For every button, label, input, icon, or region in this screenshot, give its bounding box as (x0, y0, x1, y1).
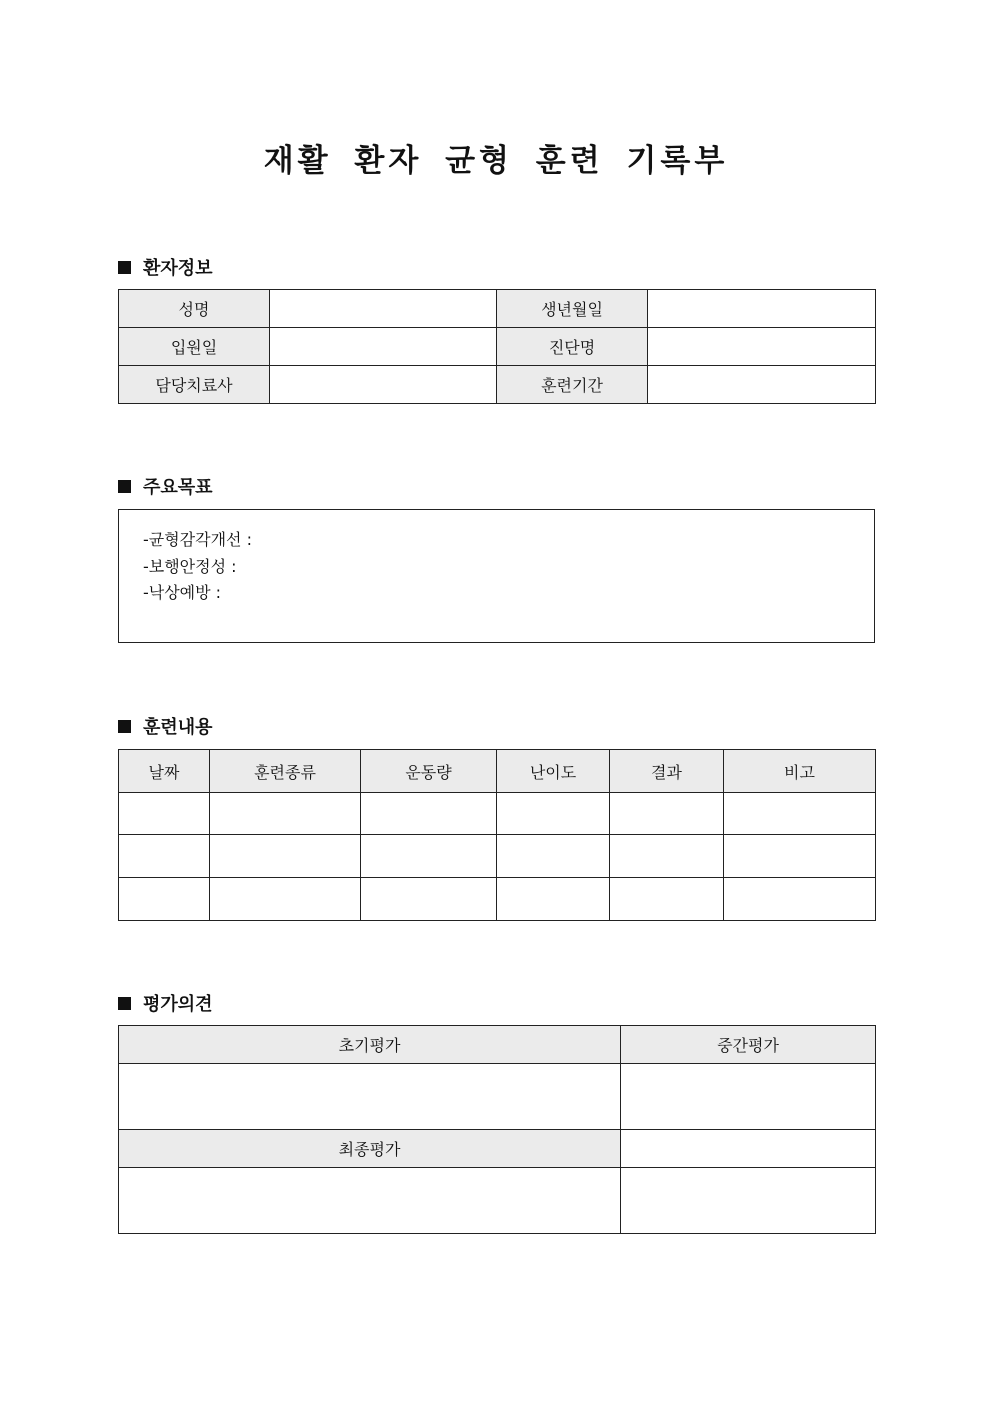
column-header-result: 결과 (610, 750, 724, 793)
table-row (119, 328, 876, 366)
training-table (118, 749, 876, 921)
section-heading-label: 훈련내용 (143, 717, 213, 738)
label-admission-date: 입원일 (119, 328, 270, 366)
table-cell[interactable] (210, 835, 361, 878)
section-heading-label: 환자정보 (143, 258, 213, 279)
table-cell[interactable] (610, 835, 724, 878)
goal-fall-prevention: -낙상예방 : (143, 583, 222, 602)
section-heading-label: 평가의견 (143, 994, 213, 1015)
column-header-notes: 비고 (724, 750, 876, 793)
diagnosis-field[interactable] (648, 328, 876, 366)
table-row (119, 1130, 876, 1168)
table-header-row (119, 1026, 876, 1064)
label-diagnosis: 진단명 (497, 328, 648, 366)
table-cell[interactable] (724, 793, 876, 835)
table-cell[interactable] (210, 878, 361, 921)
therapist-field[interactable] (270, 366, 497, 404)
evaluation-table (118, 1025, 876, 1234)
goals-box[interactable] (118, 509, 875, 643)
column-header-exercise-amount: 운동량 (361, 750, 497, 793)
section-heading-evaluation (118, 990, 213, 1016)
table-row (119, 366, 876, 404)
table-cell[interactable] (361, 793, 497, 835)
square-bullet-icon (118, 720, 131, 733)
section-heading-goals (118, 473, 213, 499)
final-evaluation-field[interactable] (119, 1168, 621, 1234)
table-cell[interactable] (210, 793, 361, 835)
admission-date-field[interactable] (270, 328, 497, 366)
label-initial-evaluation: 초기평가 (119, 1026, 621, 1064)
table-cell[interactable] (119, 835, 210, 878)
goal-balance: -균형감각개선 : (143, 530, 252, 549)
table-cell[interactable] (119, 878, 210, 921)
square-bullet-icon (118, 480, 131, 493)
birthdate-field[interactable] (648, 290, 876, 328)
table-cell[interactable] (361, 835, 497, 878)
label-final-evaluation: 최종평가 (119, 1130, 621, 1168)
table-row (119, 835, 876, 878)
square-bullet-icon (118, 997, 131, 1010)
label-training-period: 훈련기간 (497, 366, 648, 404)
column-header-difficulty: 난이도 (497, 750, 610, 793)
goal-gait-stability: -보행안정성 : (143, 556, 237, 576)
label-name: 성명 (119, 290, 270, 328)
table-row (119, 1064, 876, 1130)
section-heading-label: 주요목표 (143, 477, 213, 498)
section-heading-training (118, 713, 213, 739)
document-title: 재활 환자 균형 훈련 기록부 (263, 143, 729, 179)
name-field[interactable] (270, 290, 497, 328)
table-cell[interactable] (621, 1168, 876, 1234)
table-row (119, 878, 876, 921)
table-cell[interactable] (621, 1130, 876, 1168)
table-row (119, 1168, 876, 1234)
table-cell[interactable] (610, 793, 724, 835)
patient-info-table (118, 289, 876, 404)
label-middle-evaluation: 중간평가 (621, 1026, 876, 1064)
table-row (119, 793, 876, 835)
table-row (119, 290, 876, 328)
table-header-row (119, 750, 876, 793)
table-cell[interactable] (119, 793, 210, 835)
table-cell[interactable] (361, 878, 497, 921)
label-birthdate: 생년월일 (497, 290, 648, 328)
table-cell[interactable] (497, 835, 610, 878)
table-cell[interactable] (724, 835, 876, 878)
middle-evaluation-field[interactable] (621, 1064, 876, 1130)
table-cell[interactable] (724, 878, 876, 921)
square-bullet-icon (118, 261, 131, 274)
table-cell[interactable] (497, 878, 610, 921)
column-header-date: 날짜 (119, 750, 210, 793)
column-header-training-type: 훈련종류 (210, 750, 361, 793)
section-heading-patient-info (118, 254, 213, 280)
initial-evaluation-field[interactable] (119, 1064, 621, 1130)
training-period-field[interactable] (648, 366, 876, 404)
table-cell[interactable] (610, 878, 724, 921)
table-cell[interactable] (497, 793, 610, 835)
label-therapist: 담당치료사 (119, 366, 270, 404)
